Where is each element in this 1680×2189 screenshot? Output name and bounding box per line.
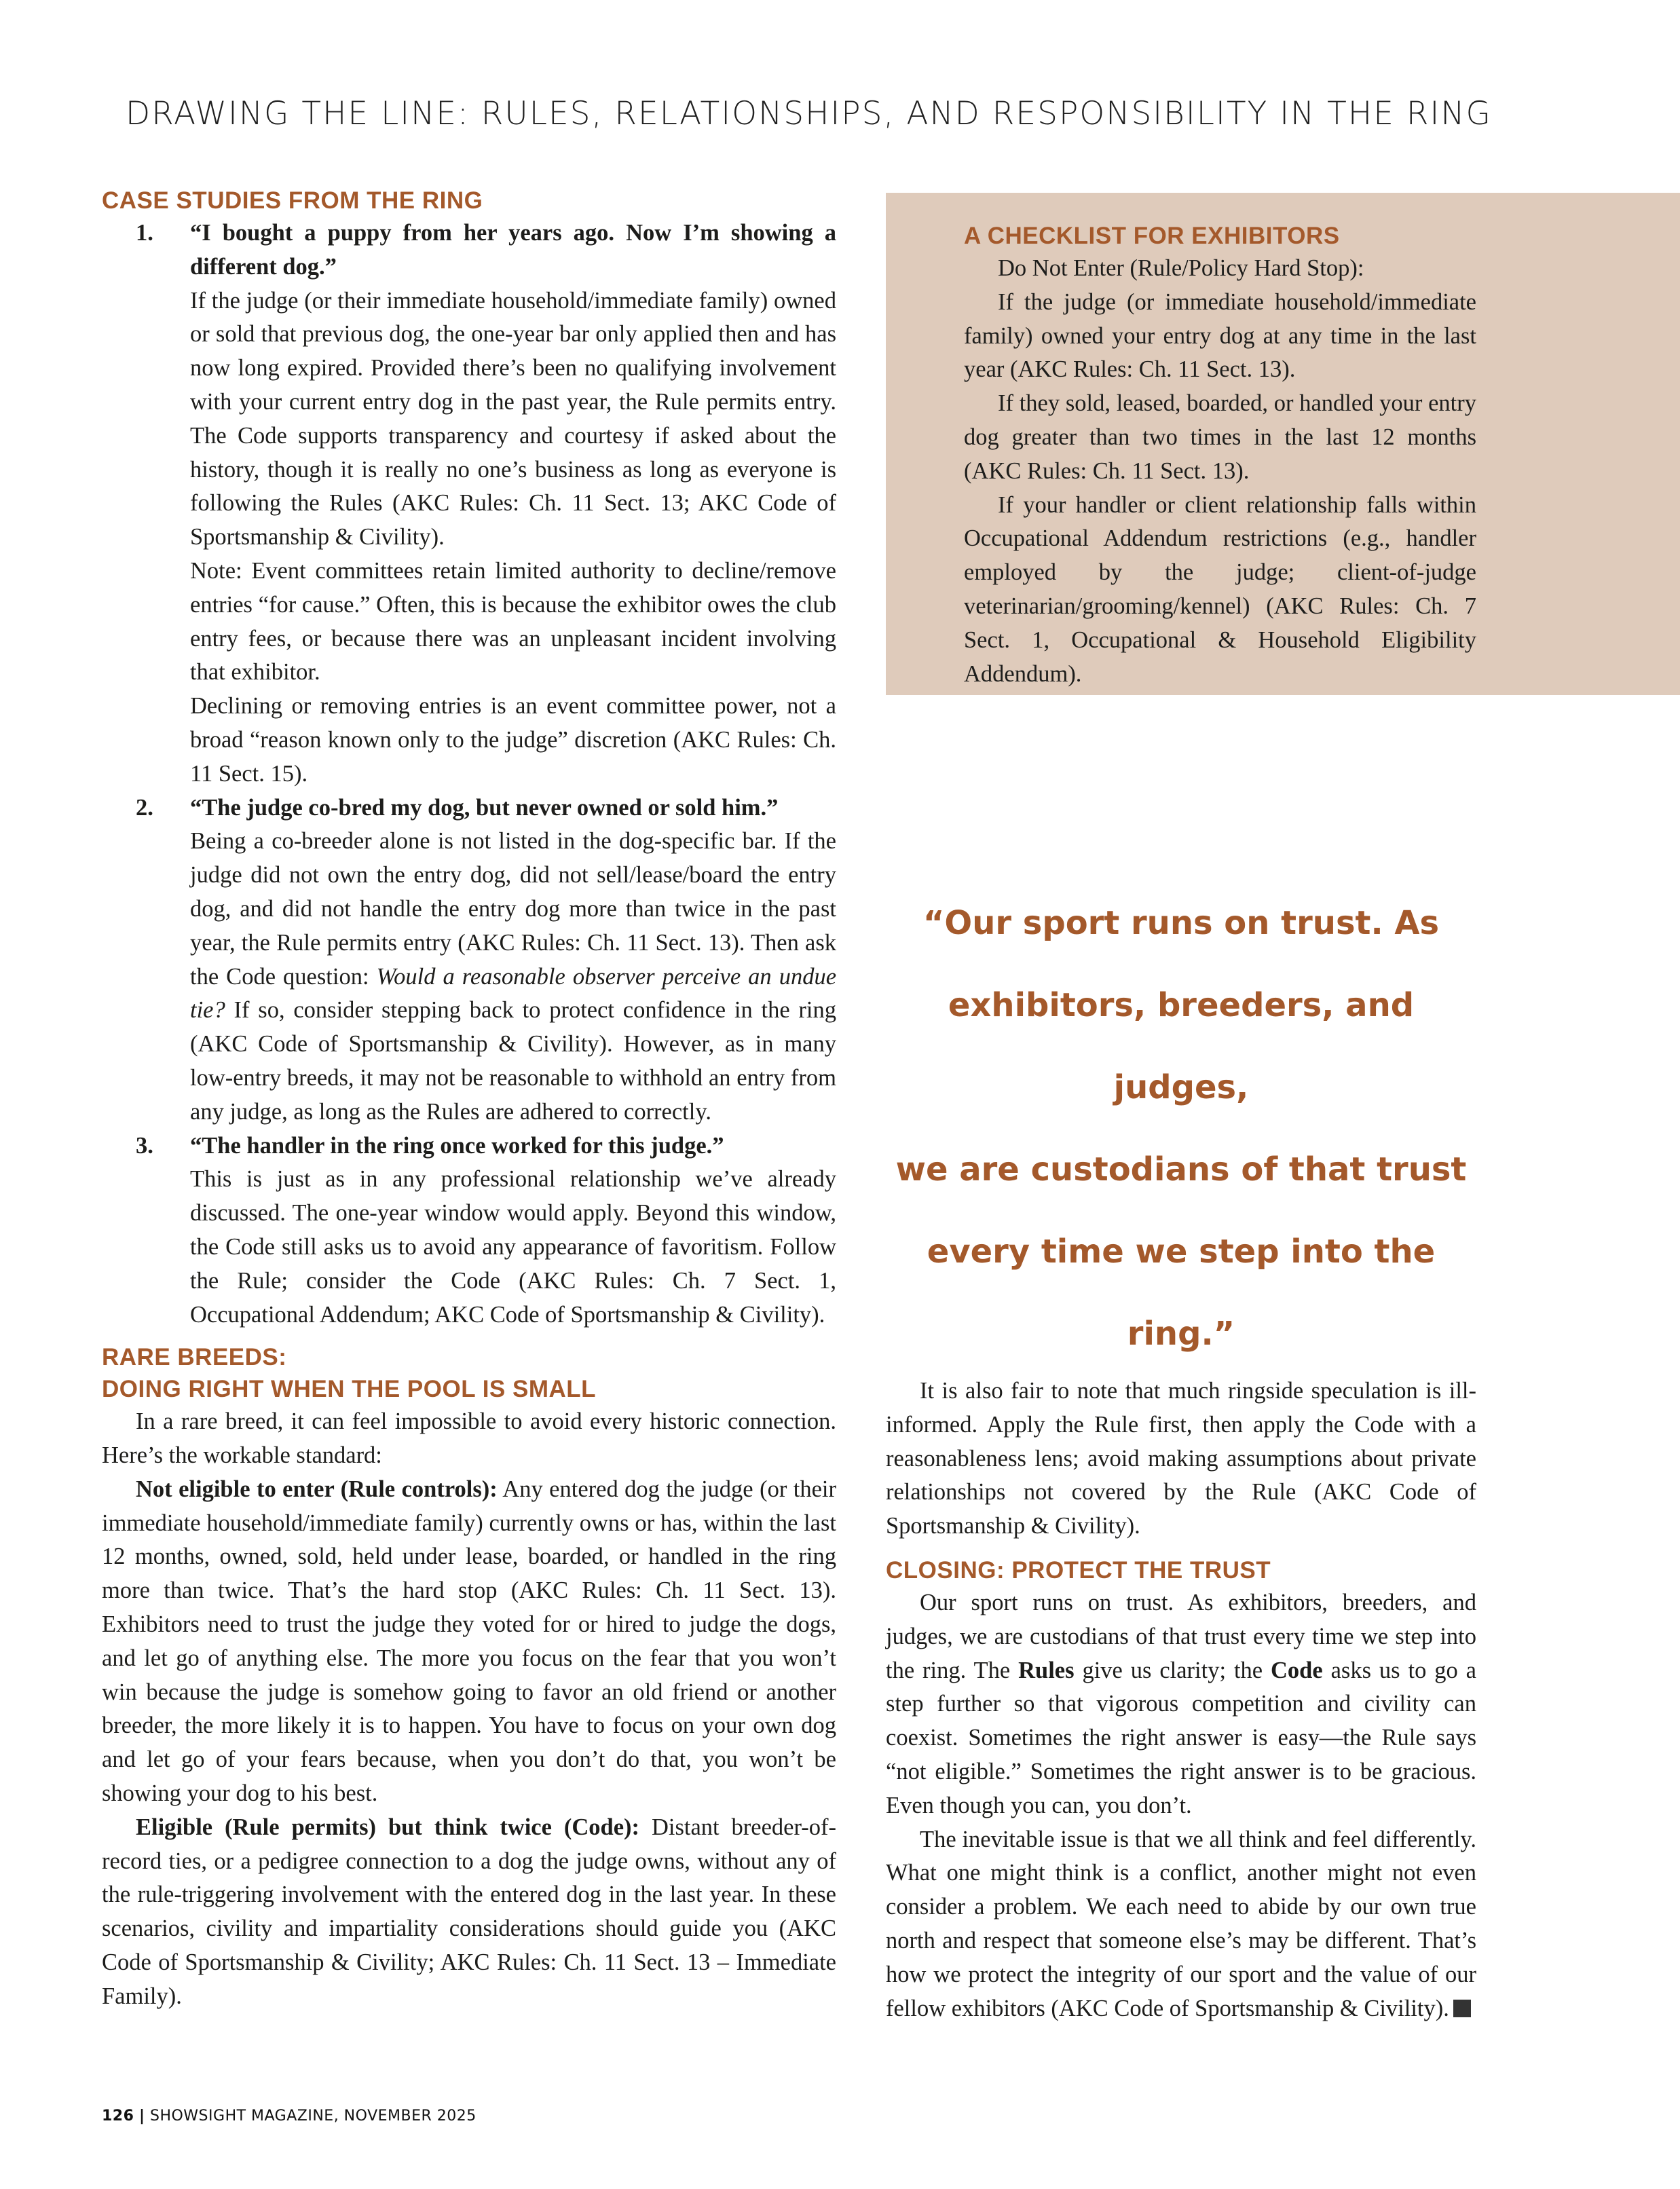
- paragraph: In a rare breed, it can feel impossible to avoid every historic connection. Here’s the workable standard:: [102, 1408, 836, 1469]
- pull-quote-line: we are custodians of that trust: [895, 1150, 1467, 1189]
- checklist-sidebar: [886, 193, 1680, 695]
- case-question: “I bought a puppy from her years ago. Now I’m showing a different dog.”: [190, 220, 836, 280]
- paragraph: If the judge (or their immediate household/immediate family) owned or sold that previous dog, the one-year bar only applied then and has now long expired. Provided there’s been no qualifying involvement with your current entry dog in the past year, the Rule permits entry. The Code supports transparency and courtesy if asked about the history, though it is really no one’s business as long as everyone is following the Rules (AKC Rules: Ch. 11 Sect. 13; AKC Code of Sportsmanship & Civility).: [190, 287, 836, 550]
- text: Distant breeder-of-record ties, or a pedigree connection to a dog the judge owns, without any of the rule-triggering involvement with the entered dog in the last year. In these scenarios, civility and impartiality considerations should guide you (AKC Code of Sportsmanship & Civility; AKC Rules: Ch. 11 Sect. 13 – Immediate Family).: [102, 1814, 836, 2009]
- paragraph: Declining or removing entries is an event committee power, not a broad “reason known only to the judge” discretion (AKC Rules: Ch. 11 Sect. 15).: [190, 693, 836, 787]
- text: asks us to go a step further so that vigorous competition and civility can coexist. Sometimes the right answer is easy—the Rule says “not eligible.” Sometimes the right answer is to be gracious. Even though you can, you don’t.: [886, 1657, 1476, 1818]
- paragraph: [102, 1473, 836, 1811]
- end-mark-icon: [1453, 2000, 1471, 2017]
- item-number: 2.: [136, 794, 153, 821]
- paragraph: If they sold, leased, boarded, or handled your entry dog greater than two times in the last 12 months (AKC Rules: Ch. 11 Sect. 13).: [964, 390, 1476, 484]
- closing-heading: CLOSING: PROTECT THE TRUST: [886, 1556, 1271, 1584]
- paragraph: [102, 1811, 836, 2014]
- paragraph: Do Not Enter (Rule/Policy Hard Stop):: [998, 255, 1364, 281]
- pull-quote-line: every time we step into the ring.”: [927, 1233, 1436, 1353]
- paragraph: [190, 825, 836, 1129]
- paragraph: Note: Event committees retain limited authority to decline/remove entries “for cause.” Often, this is because the exhibitor owes the club entry fees, or because there was an unpleasant incident involving that exhibitor.: [190, 557, 836, 686]
- item-number: 1.: [136, 220, 153, 246]
- bold-lead: Not eligible to enter (Rule controls):: [136, 1476, 498, 1502]
- footer-separator: |: [138, 2108, 145, 2125]
- right-column: [886, 1374, 1476, 2025]
- case-question: “The handler in the ring once worked for this judge.”: [190, 1132, 724, 1159]
- rare-breeds-heading: RARE BREEDS:: [102, 1344, 287, 1371]
- text: Our sport runs on trust. As exhibitors, breeders, and judges, we are custodians of that trust every time we step into the ring. The: [886, 1589, 1476, 1683]
- bold-lead: Eligible (Rule permits) but think twice (Code):: [136, 1814, 640, 1840]
- case-study-item: [102, 791, 836, 1129]
- pull-quote-line: exhibitors, breeders, and judges,: [948, 986, 1415, 1106]
- text: The inevitable issue is that we all think and feel differently. What one might think is a conflict, another might not even consider a problem. We each need to abide by our own true north and respect that someone else’s may be different. That’s how we protect the integrity of our sport and the value of our fellow exhibitors (AKC Code of Sportsmanship & Civility).: [886, 1826, 1476, 2021]
- text: give us clarity; the: [1074, 1657, 1271, 1683]
- italic-text: Would a reasonable observer perceive an undue tie?: [190, 963, 837, 1024]
- pull-quote: [886, 882, 1476, 1375]
- page-footer: [102, 2108, 477, 2125]
- paragraph: It is also fair to note that much ringside speculation is ill-informed. Apply the Rule first, then apply the Code with a reasonableness lens; avoid making assumptions about private relationships not covered by the Rule (AKC Code of Sportsmanship & Civility).: [886, 1378, 1476, 1539]
- page-title: DRAWING THE LINE: RULES, RELATIONSHIPS, AND RESPONSIBILITY IN THE RING: [126, 95, 1492, 132]
- publication-name: SHOWSIGHT MAGAZINE, NOVEMBER 2025: [149, 2108, 477, 2125]
- bold-text: Rules: [1018, 1657, 1075, 1683]
- case-question: “The judge co-bred my dog, but never owned or sold him.”: [190, 794, 779, 821]
- paragraph: If the judge (or immediate household/immediate family) owned your entry dog at any time in the last year (AKC Rules: Ch. 11 Sect. 13).: [964, 288, 1476, 383]
- item-number: 3.: [136, 1132, 153, 1159]
- page-number: 126: [102, 2108, 134, 2125]
- paragraph: [886, 1586, 1476, 1823]
- case-study-item: [102, 1129, 836, 1332]
- paragraph: This is just as in any professional relationship we’ve already discussed. The one-year window would apply. Beyond this window, the Code still asks us to avoid any appearance of favoritism. Follow the Rule; consider the Code (AKC Rules: Ch. 7 Sect. 1, Occupational Addendum; AKC Code of Sportsmanship & Civility).: [190, 1166, 836, 1328]
- text: Any entered dog the judge (or their immediate household/immediate family) currently owns or has, within the last 12 months, owned, sold, held under lease, boarded, or handled in the ring more than twice. That’s the hard stop (AKC Rules: Ch. 11 Sect. 13). Exhibitors need to trust the judge they voted for or hired to judge the dogs, and let go of anything else. The more you focus on the fear that you won’t win because the judge is somehow going to favor an old friend or another breeder, the more likely it is to happen. You have to focus on your own dog and let go of your fears because, when you don’t do that, you won’t be showing your dog to his best.: [102, 1476, 836, 1807]
- case-studies-heading: CASE STUDIES FROM THE RING: [102, 187, 483, 214]
- rare-breeds-subheading: DOING RIGHT WHEN THE POOL IS SMALL: [102, 1376, 597, 1403]
- bold-text: Code: [1271, 1657, 1323, 1683]
- paragraph: If your handler or client relationship falls within Occupational Addendum restrictions (e.g., handler employed by the judge; client-of-judge veterinarian/grooming/kennel) (AKC Rules: Ch. 7 Sect. 1, Occupational & Household Eligibility Addendum).: [964, 491, 1476, 687]
- text: Being a co-breeder alone is not listed in the dog-specific bar. If the judge did not own the entry dog, did not sell/lease/board the entry dog, and did not handle the entry dog more than twice in the past year, the Rule permits entry (AKC Rules: Ch. 11 Sect. 13). Then ask the Code question:: [190, 828, 836, 990]
- pull-quote-line: “Our sport runs on trust. As: [922, 904, 1440, 942]
- paragraph: [886, 1823, 1476, 2026]
- case-study-item: [102, 217, 836, 791]
- checklist-heading: A CHECKLIST FOR EXHIBITORS: [964, 223, 1340, 249]
- left-column: [102, 185, 836, 2014]
- text: If so, consider stepping back to protect confidence in the ring (AKC Code of Sportsmanship & Civility). However, as in many low-entry breeds, it may not be reasonable to withhold an entry from any judge, as long as the Rules are adhered to correctly.: [190, 997, 836, 1125]
